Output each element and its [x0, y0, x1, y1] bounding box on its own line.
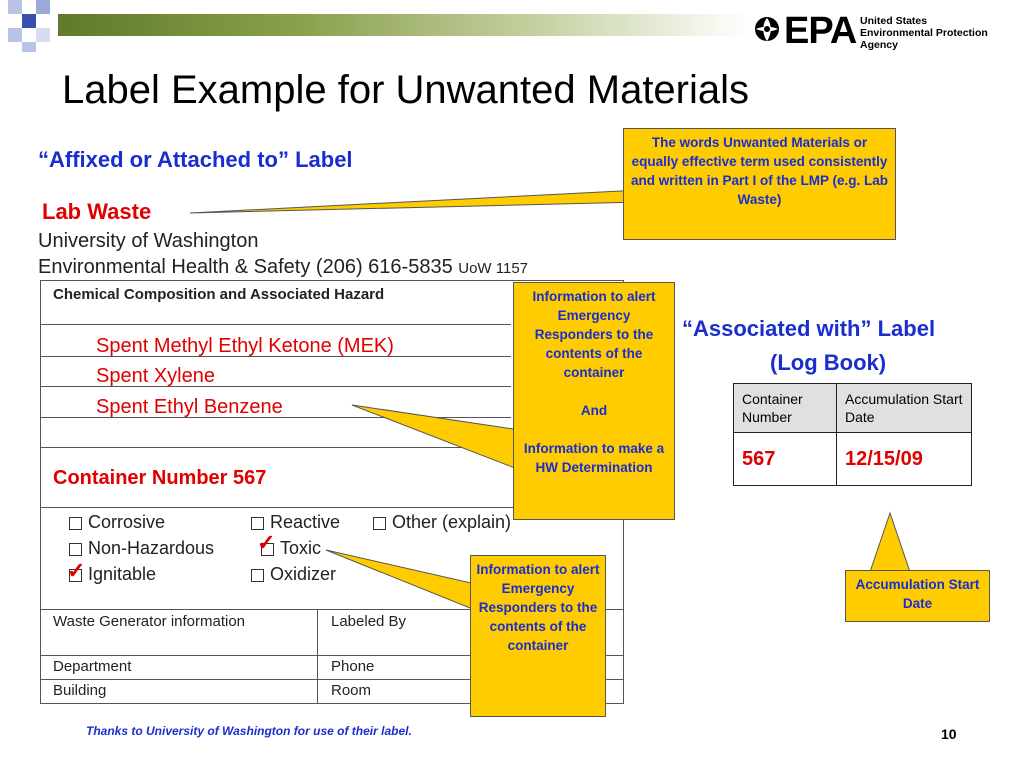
- epa-letters: EPA: [784, 10, 857, 52]
- associated-label-heading: “Associated with” Label: [682, 316, 936, 341]
- hazard-other: Other (explain): [373, 512, 511, 533]
- labeled-by-label: Labeled By: [331, 613, 407, 630]
- callout-contents-alert: Information to alert Emergency Responders to the contents of the container: [470, 555, 606, 717]
- container-number-value: 567: [734, 433, 837, 486]
- pointer-contents: [352, 405, 520, 470]
- chem-header: Chemical Composition and Associated Hazard: [53, 286, 385, 303]
- hazard-corrosive: Corrosive: [69, 512, 165, 533]
- hazard-non-hazardous: Non-Hazardous: [69, 538, 214, 559]
- callout-contents-hw: Information to alert Emergency Responders to the contents of the container And Information to make a HW Determination: [513, 282, 675, 520]
- lab-waste-text: Lab Waste: [42, 199, 152, 224]
- building-label: Building: [53, 682, 107, 699]
- department-label: Department: [53, 658, 132, 675]
- chemical-item: Spent Xylene: [96, 365, 215, 387]
- log-book-table: [733, 383, 972, 486]
- toxic-check-icon: ✓: [257, 530, 276, 555]
- pointer-toxic: [326, 550, 480, 612]
- hazard-oxidizer: Oxidizer: [251, 564, 336, 585]
- hazard-reactive: Reactive: [251, 512, 340, 533]
- pointer-unwanted: [190, 190, 640, 213]
- page-number: 10: [941, 726, 957, 742]
- log-book-heading: (Log Book): [770, 350, 887, 375]
- affixed-label-heading: “Affixed or Attached to” Label: [38, 147, 353, 172]
- hazard-ignitable: Ignitable: [69, 564, 156, 585]
- footer-note: Thanks to University of Washington for use of their label.: [86, 724, 412, 738]
- chemical-item: Spent Methyl Ethyl Ketone (MEK): [96, 335, 394, 357]
- callout-unwanted-materials: The words Unwanted Materials or equally effective term used consistently and written in Part I of the LMP (e.g. Lab Waste): [623, 128, 896, 240]
- waste-generator-label: Waste Generator information: [53, 613, 246, 630]
- uow-code: UoW 1157: [458, 260, 529, 277]
- column-container-number: Container Number: [734, 384, 837, 433]
- hazard-toxic: Toxic: [261, 538, 321, 559]
- agency-name: United States Environmental Protection Agency: [860, 15, 988, 51]
- phone-label: Phone: [331, 658, 375, 675]
- page-title: Label Example for Unwanted Materials: [62, 68, 750, 112]
- chemical-item: Spent Ethyl Benzene: [96, 396, 283, 418]
- container-number-text: Container Number 567: [53, 467, 267, 489]
- column-accumulation-date: Accumulation Start Date: [837, 384, 972, 433]
- callout-accumulation: Accumulation Start Date: [845, 570, 990, 622]
- pointer-accumulation: [870, 513, 910, 572]
- room-label: Room: [331, 682, 372, 699]
- university-name: University of Washington: [38, 230, 259, 252]
- accumulation-date-value: 12/15/09: [837, 433, 972, 486]
- ignitable-check-icon: ✓: [67, 558, 86, 583]
- ehs-contact: Environmental Health & Safety (206) 616-5835 UoW 1157: [38, 256, 529, 278]
